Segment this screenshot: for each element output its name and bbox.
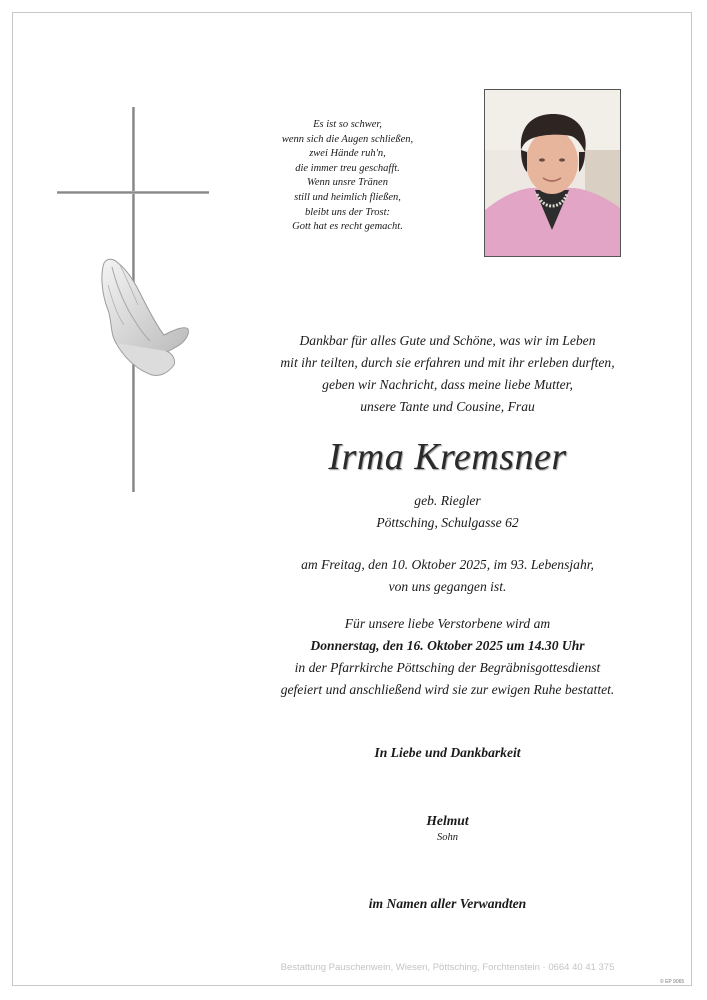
praying-hands-icon <box>96 255 196 380</box>
poem-line: bleibt uns der Trost: <box>304 206 391 218</box>
death-line-2: von uns gegangen ist. <box>388 579 507 594</box>
death-notice <box>225 554 670 598</box>
poem-line: Es ist so schwer, <box>313 119 382 130</box>
address: Pöttsching, Schulgasse 62 <box>376 515 519 530</box>
intro-line: geben wir Nachricht, dass meine liebe Mutter, <box>322 377 573 392</box>
intro-line: Dankbar für alles Gute und Schöne, was wir im Leben <box>299 333 596 348</box>
poem-line: still und heimlich fließen, <box>294 191 401 203</box>
template-code: © EP 9065 <box>660 979 685 985</box>
intro-line: unsere Tante und Cousine, Frau <box>360 399 535 414</box>
relatives-phrase: im Namen aller Verwandten <box>368 896 527 911</box>
deceased-name: Irma Kremsner <box>328 436 567 478</box>
death-date-line: am Freitag, den 10. Oktober 2025, im 93. Lebensjahr, <box>301 557 594 572</box>
funeral-home-footer: Bestattung Pauschenwein, Wiesen, Pöttsching, Forchtenstein · 0664 40 41 375 <box>280 962 615 973</box>
poem-line: die immer treu geschafft. <box>295 162 400 174</box>
funeral-line-4: gefeiert und anschließend wird sie zur ewigen Ruhe bestattet. <box>280 682 615 697</box>
closing-phrase: In Liebe und Dankbarkeit <box>374 745 521 760</box>
poem-line: zwei Hände ruh'n, <box>309 148 386 160</box>
deceased-details <box>225 490 670 534</box>
funeral-date: Donnerstag, den 16. Oktober 2025 um 14.30 Uhr <box>310 638 585 653</box>
intro-line: mit ihr teilten, durch sie erfahren und mit ihr erleben durften, <box>280 355 615 370</box>
funeral-line-1: Für unsere liebe Verstorbene wird am <box>344 616 551 631</box>
poem-line: Wenn unsre Tränen <box>307 177 388 189</box>
signer-name: Helmut <box>426 813 469 828</box>
announcement-intro <box>225 330 670 418</box>
poem <box>255 118 440 235</box>
funeral-line-3: in der Pfarrkirche Pöttsching der Begräbnisgottesdienst <box>294 660 601 675</box>
birth-name: geb. Riegler <box>414 493 481 508</box>
signer-relation: Sohn <box>437 832 458 843</box>
funeral-info <box>225 613 670 701</box>
poem-line: Gott hat es recht gemacht. <box>292 221 403 233</box>
portrait-photo <box>484 89 621 257</box>
poem-line: wenn sich die Augen schließen, <box>281 133 414 145</box>
cross-bar <box>57 191 209 194</box>
